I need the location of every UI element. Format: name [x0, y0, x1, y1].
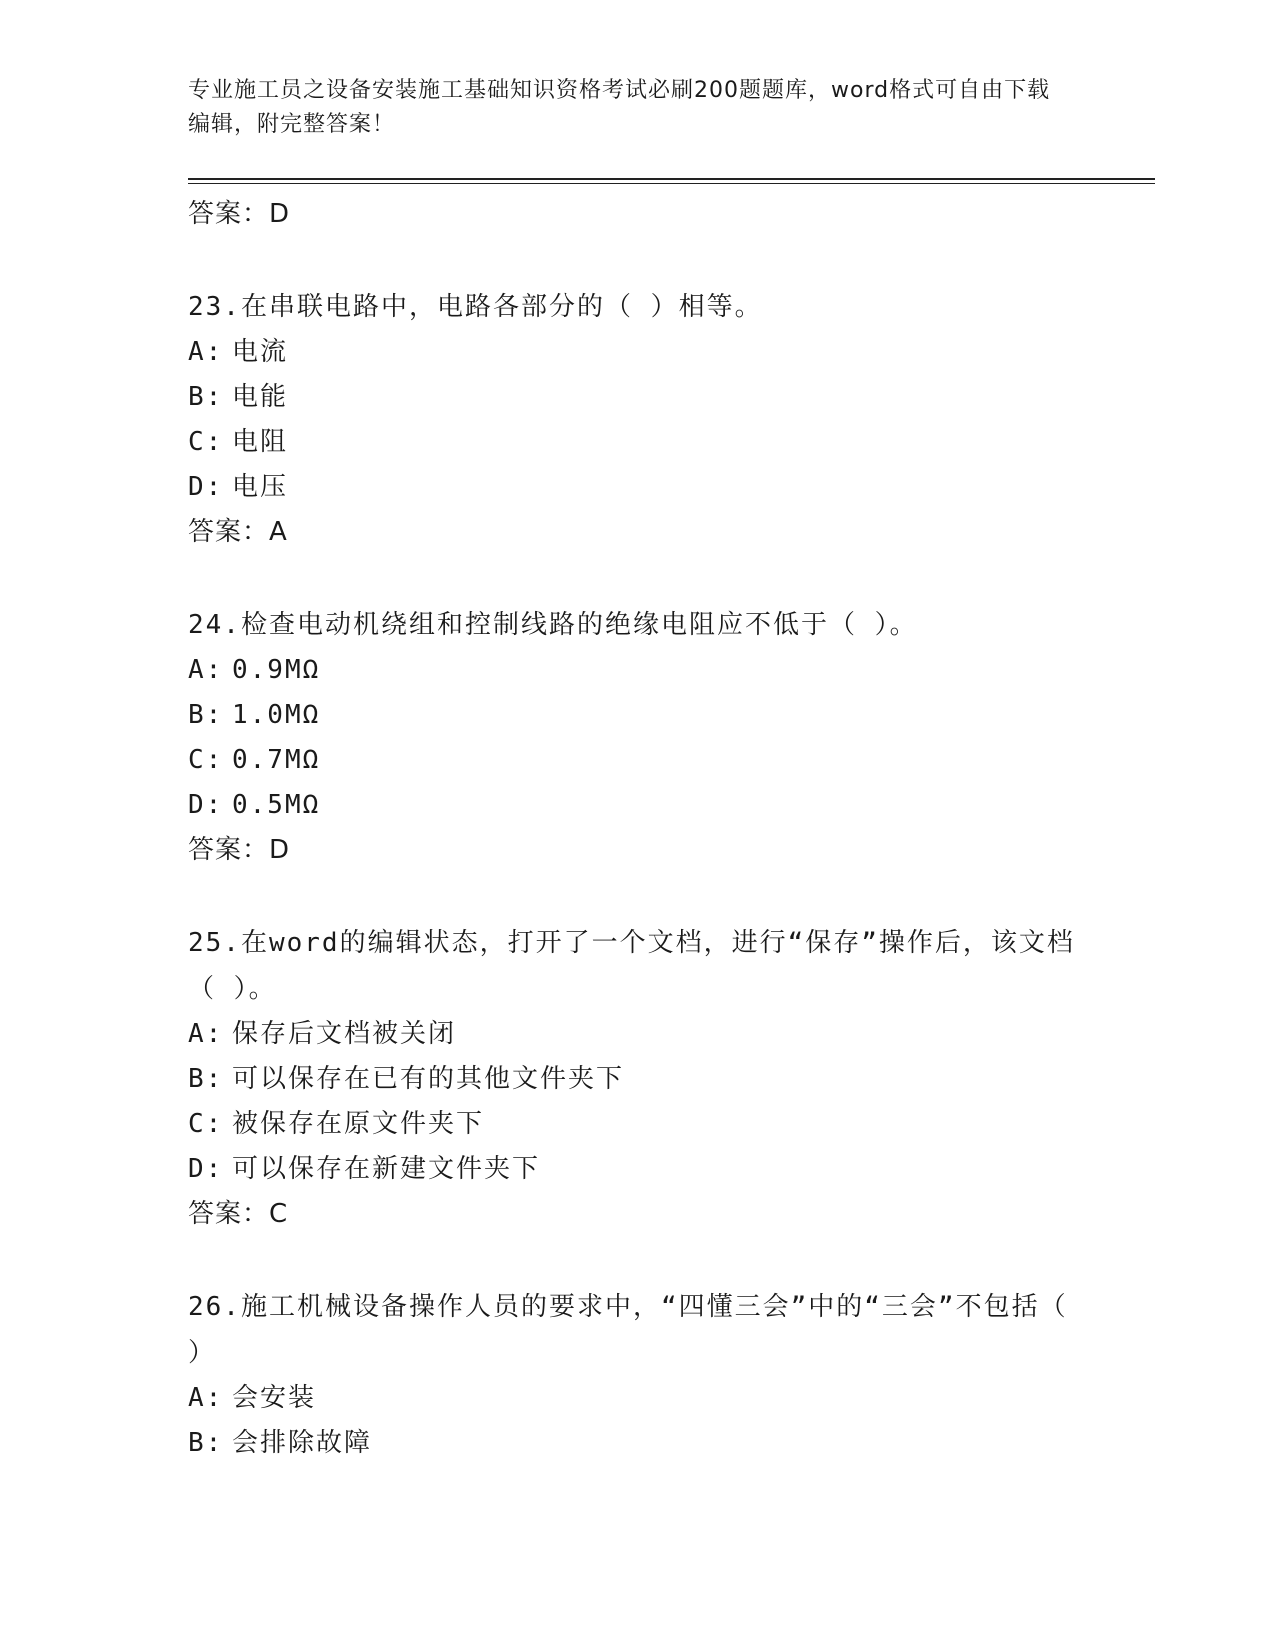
- option-b: [188, 1057, 1088, 1102]
- option-key: A:: [188, 1383, 224, 1413]
- option-key: D:: [188, 472, 224, 502]
- question-26: [188, 1284, 1088, 1466]
- header-divider: [188, 178, 1155, 184]
- option-text: 电能: [232, 382, 289, 412]
- option-key: A:: [188, 655, 224, 685]
- option-c: [188, 738, 1088, 783]
- question-stem: 26.施工机械设备操作人员的要求中，“四懂三会”中的“三会”不包括（ ）: [188, 1292, 1068, 1368]
- option-key: B:: [188, 1428, 224, 1458]
- option-text: 电流: [232, 337, 289, 367]
- option-a: [188, 1012, 1088, 1057]
- option-d: [188, 1147, 1088, 1192]
- option-text: 电阻: [232, 427, 289, 457]
- option-text: 0.5MΩ: [232, 790, 321, 820]
- option-key: A:: [188, 1019, 224, 1049]
- option-c: [188, 1102, 1088, 1147]
- option-text: 被保存在原文件夹下: [232, 1109, 485, 1139]
- answer-line: 答案：D: [188, 835, 291, 865]
- option-a: [188, 330, 1088, 375]
- answer-line: 答案：C: [188, 1199, 289, 1229]
- option-text: 0.7MΩ: [232, 745, 321, 775]
- answer-line: 答案：D: [188, 199, 291, 229]
- answer-line: 答案：A: [188, 517, 288, 547]
- option-text: 可以保存在新建文件夹下: [232, 1154, 541, 1184]
- option-key: C:: [188, 1109, 224, 1139]
- option-key: B:: [188, 1064, 224, 1094]
- option-d: [188, 783, 1088, 828]
- option-key: B:: [188, 382, 224, 412]
- question-stem: 25.在word的编辑状态，打开了一个文档，进行“保存”操作后，该文档（ ）。: [188, 928, 1075, 1004]
- option-text: 1.0MΩ: [232, 700, 321, 730]
- option-key: D:: [188, 790, 224, 820]
- option-b: [188, 693, 1088, 738]
- option-text: 0.9MΩ: [232, 655, 321, 685]
- question-stem: 23.在串联电路中，电路各部分的（ ）相等。: [188, 292, 763, 322]
- question-stem: 24.检查电动机绕组和控制线路的绝缘电阻应不低于（ ）。: [188, 610, 918, 640]
- option-a: [188, 1376, 1088, 1421]
- option-a: [188, 648, 1088, 693]
- question-25: [188, 920, 1088, 1236]
- option-c: [188, 420, 1088, 465]
- option-text: 保存后文档被关闭: [232, 1019, 457, 1049]
- document-body: [188, 192, 1088, 1466]
- option-key: C:: [188, 427, 224, 457]
- question-24: [188, 602, 1088, 872]
- option-key: C:: [188, 745, 224, 775]
- page-header: 专业施工员之设备安装施工基础知识资格考试必刷200题题库，word格式可自由下载编辑，附完整答案！: [188, 78, 1051, 137]
- option-text: 电压: [232, 472, 289, 502]
- option-key: A:: [188, 337, 224, 367]
- option-key: D:: [188, 1154, 224, 1184]
- option-text: 会排除故障: [232, 1428, 373, 1458]
- option-b: [188, 375, 1088, 420]
- option-b: [188, 1421, 1088, 1466]
- option-text: 可以保存在已有的其他文件夹下: [232, 1064, 625, 1094]
- option-d: [188, 465, 1088, 510]
- option-text: 会安装: [232, 1383, 317, 1413]
- question-23: [188, 284, 1088, 554]
- option-key: B:: [188, 700, 224, 730]
